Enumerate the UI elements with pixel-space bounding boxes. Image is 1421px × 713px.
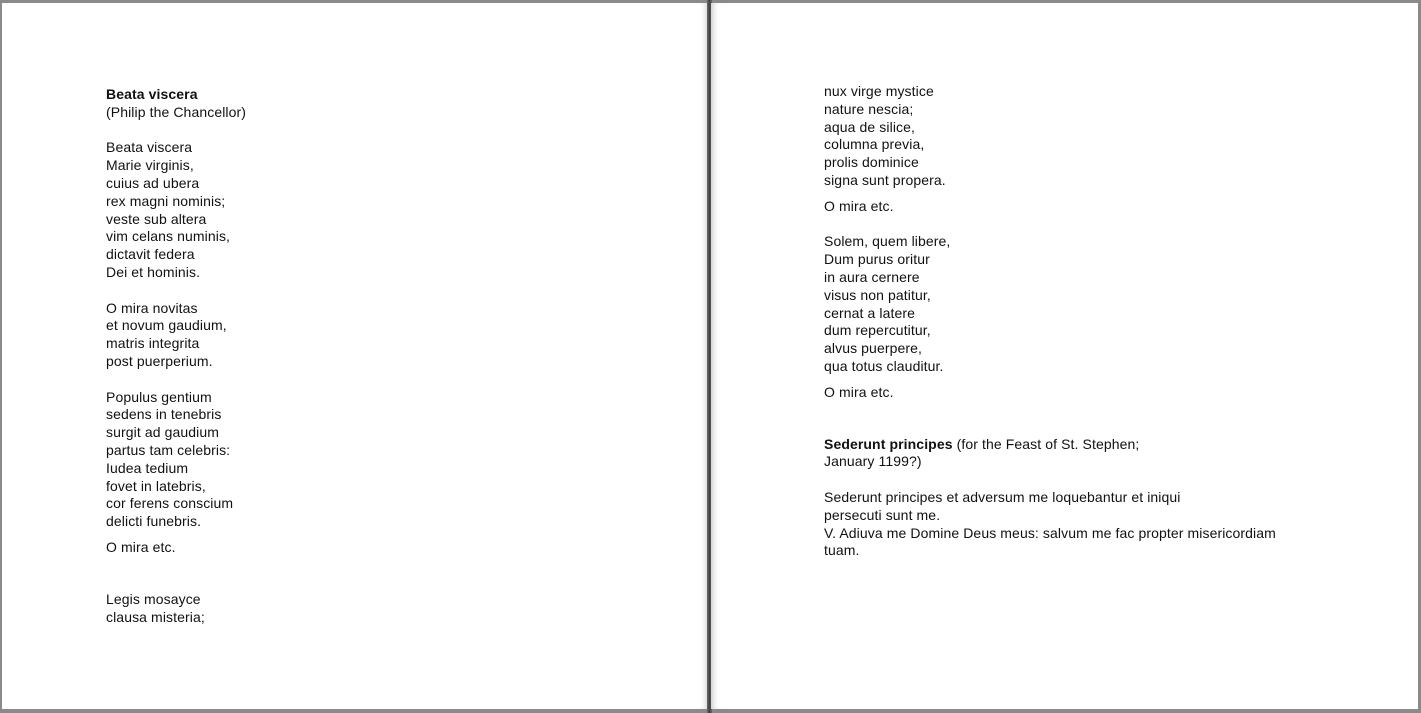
- song-title: Sederunt principes: [824, 435, 953, 452]
- verse-line: matris integrita: [106, 335, 200, 352]
- verse-line: surgit ad gaudium: [106, 424, 219, 441]
- verse-line: visus non patitur,: [824, 286, 931, 303]
- left-page-text: [106, 86, 246, 626]
- stanza-1: [106, 139, 246, 281]
- verse-line: qua totus clauditur.: [824, 357, 944, 374]
- right-page-text: [824, 83, 1276, 560]
- verse-line: Beata viscera: [106, 139, 193, 156]
- song-note: (for the Feast of St. Stephen;: [952, 435, 1140, 452]
- refrain-full: [106, 300, 246, 371]
- verse-line: fovet in latebris,: [106, 477, 206, 494]
- verse-line: veste sub altera: [106, 210, 207, 227]
- prose-line: tuam.: [824, 542, 860, 559]
- song-date: January 1199?): [824, 453, 922, 470]
- verse-line: cernat a latere: [824, 304, 915, 321]
- verse-line: Iudea tedium: [106, 459, 189, 476]
- verse-line: Marie virginis,: [106, 157, 194, 174]
- verse-line: dictavit federa: [106, 246, 195, 263]
- verse-line: dum repercutitur,: [824, 322, 931, 339]
- prose-line: Sederunt principes et adversum me loquebantur et iniqui: [824, 488, 1181, 505]
- stanza-3-continued: [824, 83, 1276, 190]
- verse-line: aqua de silice,: [824, 118, 916, 135]
- prose-line: V. Adiuva me Domine Deus meus: salvum me fac propter misericordiam: [824, 524, 1276, 541]
- verse-line: post puerperium.: [106, 352, 213, 369]
- verse-line: et novum gaudium,: [106, 317, 227, 334]
- stanza-4: [824, 233, 1276, 375]
- refrain-short: O mira etc.: [106, 538, 176, 555]
- song-author: (Philip the Chancellor): [106, 103, 247, 120]
- verse-line: O mira novitas: [106, 299, 198, 316]
- section-heading: [824, 436, 1276, 454]
- verse-line: Populus gentium: [106, 388, 212, 405]
- verse-line: Dei et hominis.: [106, 263, 201, 280]
- verse-line: cor ferens conscium: [106, 495, 234, 512]
- verse-line: nux virge mystice: [824, 83, 934, 99]
- verse-line: vim celans numinis,: [106, 228, 231, 245]
- prose-line: persecuti sunt me.: [824, 506, 941, 523]
- verse-line: cuius ad ubera: [106, 174, 200, 191]
- right-page: [711, 3, 1418, 709]
- song-title: Beata viscera: [106, 86, 198, 102]
- verse-line: delicti funebris.: [106, 513, 202, 530]
- refrain-short: O mira etc.: [824, 197, 894, 214]
- verse-line: partus tam celebris:: [106, 441, 231, 458]
- verse-line: Legis mosayce: [106, 590, 201, 607]
- verse-line: Dum purus oritur: [824, 251, 930, 268]
- verse-line: Solem, quem libere,: [824, 233, 951, 250]
- verse-line: signa sunt propera.: [824, 171, 946, 188]
- verse-line: columna previa,: [824, 136, 925, 153]
- verse-line: alvus puerpere,: [824, 340, 923, 357]
- left-page: [2, 3, 708, 709]
- verse-line: in aura cernere: [824, 268, 920, 285]
- stanza-2: [106, 389, 246, 531]
- refrain-short: O mira etc.: [824, 383, 894, 400]
- verse-line: sedens in tenebris: [106, 406, 222, 423]
- verse-line: clausa misteria;: [106, 608, 205, 625]
- verse-line: nature nescia;: [824, 100, 914, 117]
- stanza-3: [106, 591, 246, 627]
- verse-line: prolis dominice: [824, 154, 919, 171]
- prose-text: [824, 489, 1276, 560]
- verse-line: rex magni nominis;: [106, 192, 226, 209]
